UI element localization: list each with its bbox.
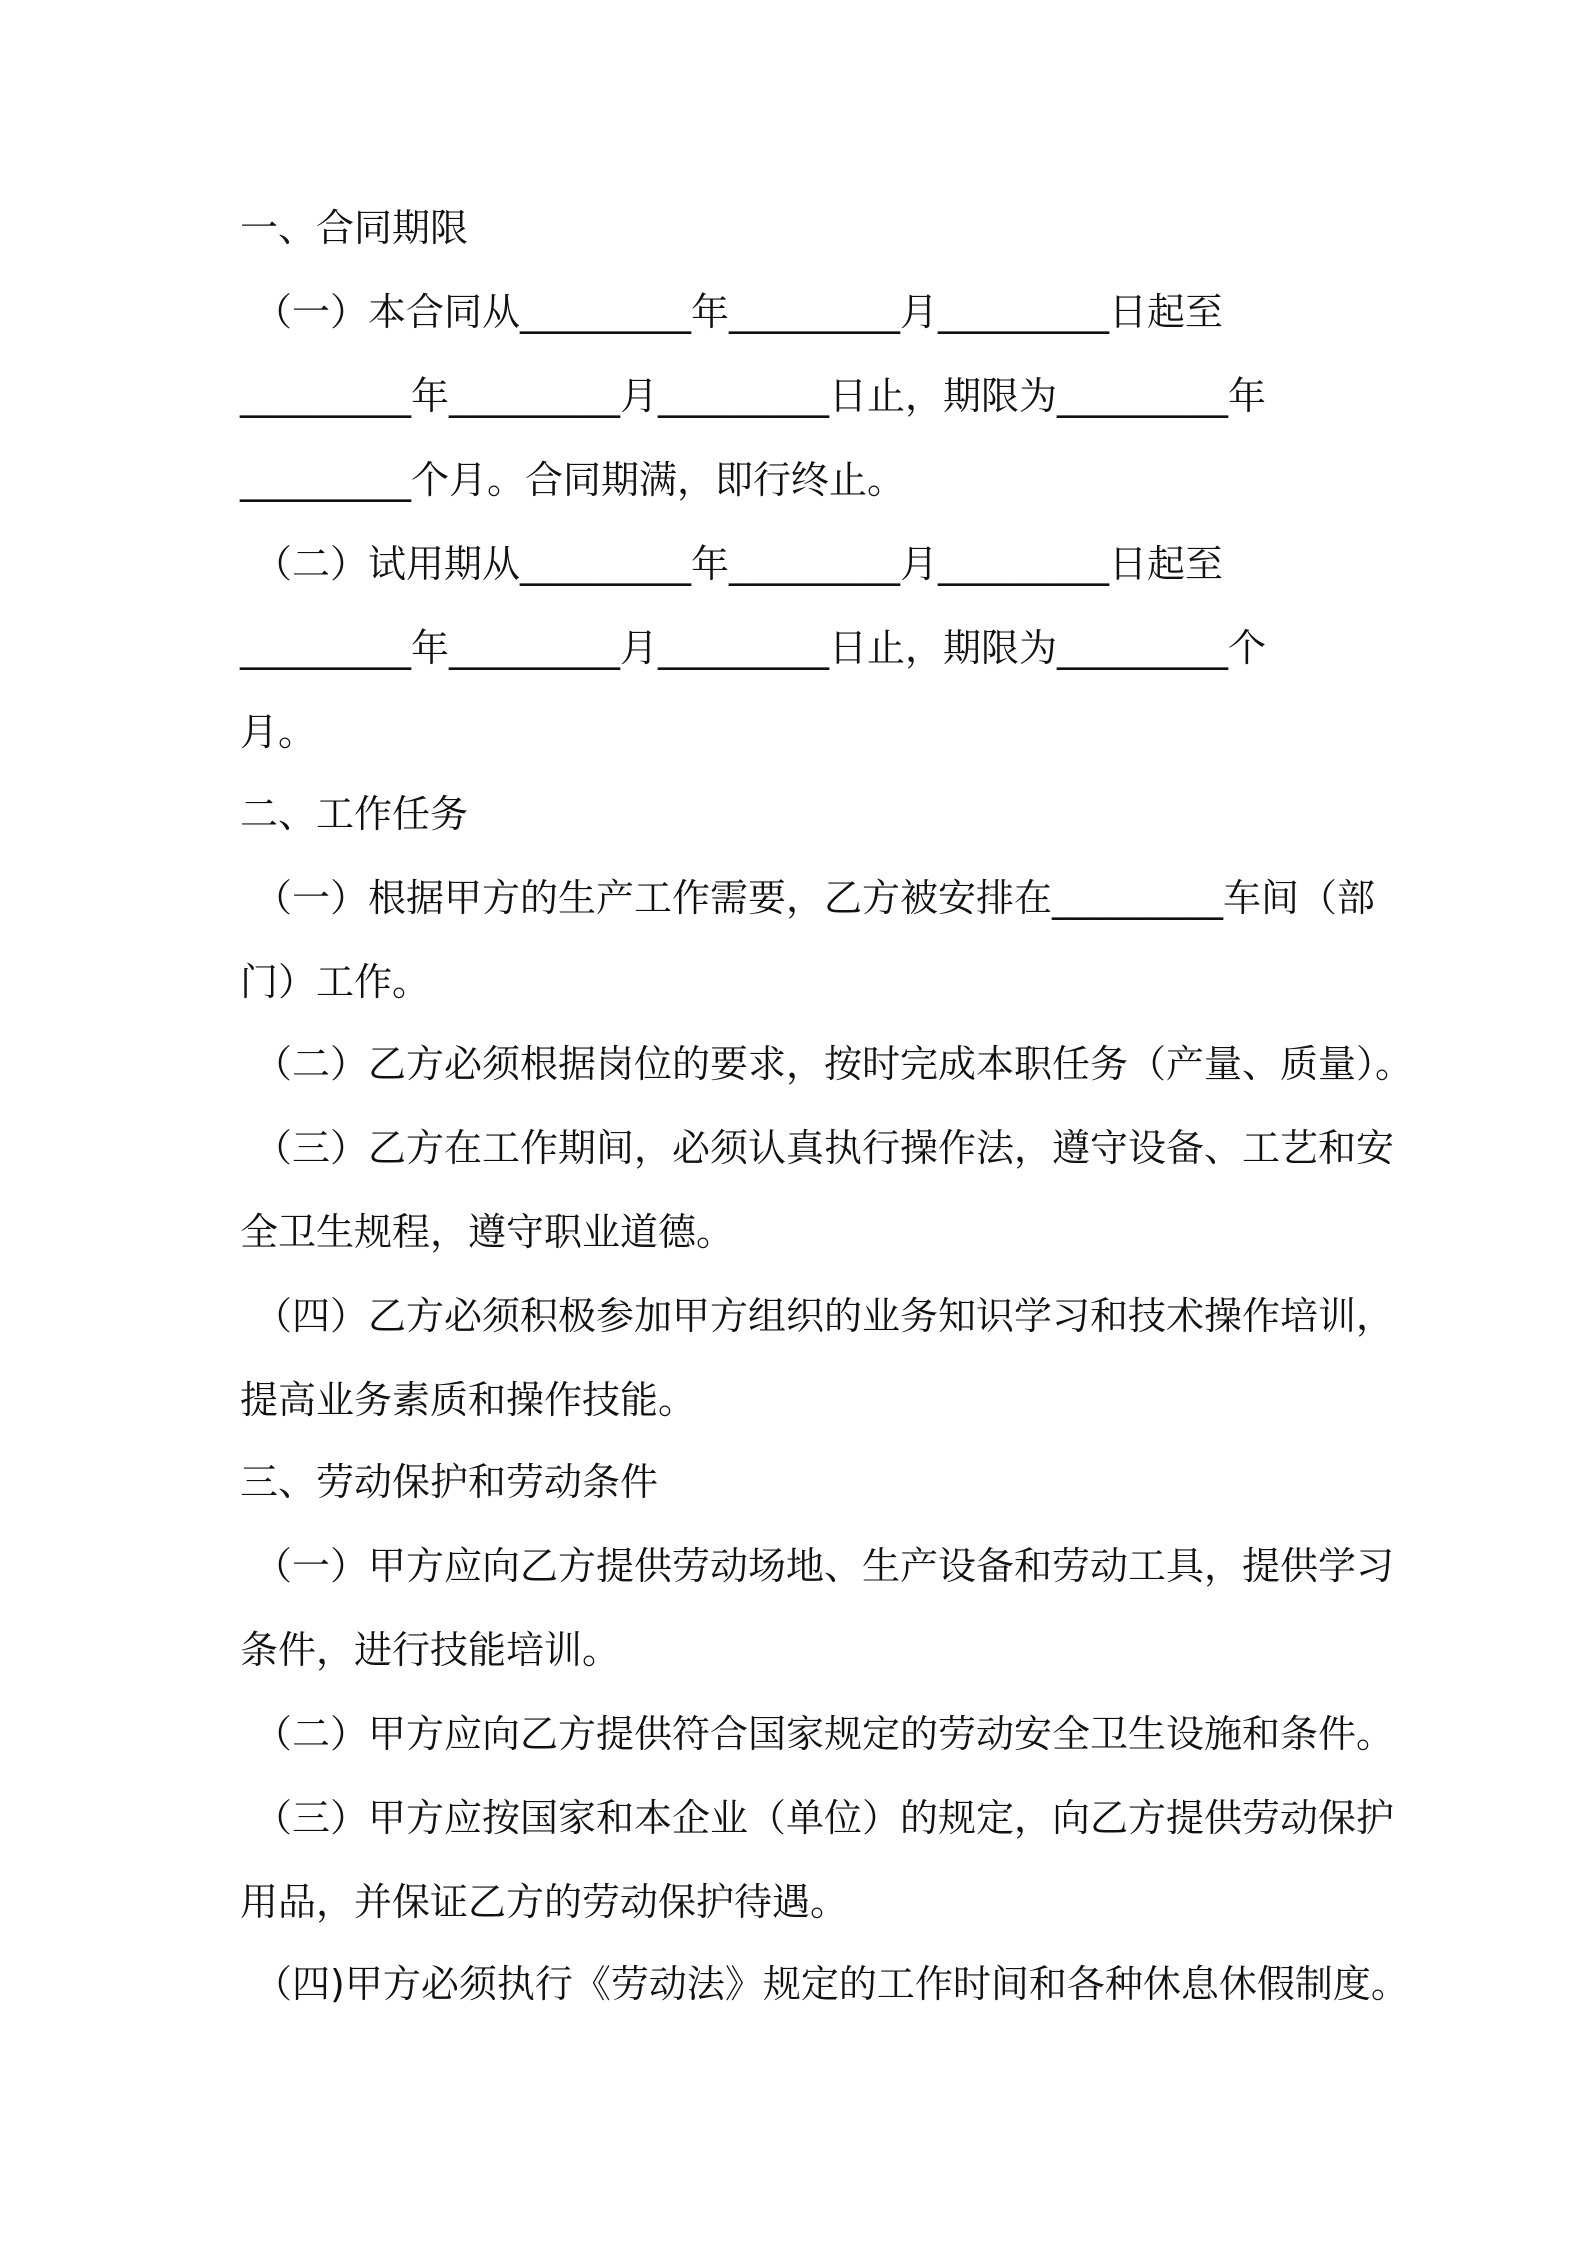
paragraph-line: 提高业务素质和操作技能。 — [240, 1378, 697, 1422]
paragraph-line: （一）本合同从_________年_________月_________日起至 — [254, 290, 1224, 334]
paragraph-line: 用品，并保证乙方的劳动保护待遇。 — [240, 1880, 849, 1924]
paragraph-line: （三）甲方应按国家和本企业（单位）的规定，向乙方提供劳动保护 — [254, 1796, 1395, 1840]
section-heading-labor-protection: 三、劳动保护和劳动条件 — [240, 1460, 659, 1504]
paragraph-line: 条件，进行技能培训。 — [240, 1628, 621, 1672]
paragraph-line: _________年_________月_________日止，期限为_________年 — [240, 374, 1267, 418]
paragraph-line: _________个月。合同期满，即行终止。 — [240, 458, 906, 502]
paragraph-line: _________年_________月_________日止，期限为_________个 — [240, 626, 1267, 670]
paragraph-line: 门）工作。 — [240, 960, 431, 1004]
paragraph-line: （四）乙方必须积极参加甲方组织的业务知识学习和技术操作培训， — [254, 1294, 1395, 1338]
section-heading-contract-term: 一、合同期限 — [240, 206, 469, 250]
paragraph-line: （二）甲方应向乙方提供符合国家规定的劳动安全卫生设施和条件。 — [254, 1712, 1395, 1756]
paragraph-line: （一）甲方应向乙方提供劳动场地、生产设备和劳动工具，提供学习 — [254, 1544, 1395, 1588]
section-heading-work-tasks: 二、工作任务 — [240, 792, 469, 836]
paragraph-line: 全卫生规程，遵守职业道德。 — [240, 1210, 735, 1254]
paragraph-line: （一）根据甲方的生产工作需要，乙方被安排在_________车间（部 — [254, 876, 1376, 920]
paragraph-line: （三）乙方在工作期间，必须认真执行操作法，遵守设备、工艺和安 — [254, 1126, 1395, 1170]
paragraph-line: （四)甲方必须执行《劳动法》规定的工作时间和各种休息休假制度。 — [254, 1962, 1409, 2006]
paragraph-line: 月。 — [240, 710, 317, 754]
paragraph-line: （二）试用期从_________年_________月_________日起至 — [254, 542, 1224, 586]
paragraph-line: （二）乙方必须根据岗位的要求，按时完成本职任务（产量、质量）。 — [254, 1042, 1414, 1086]
